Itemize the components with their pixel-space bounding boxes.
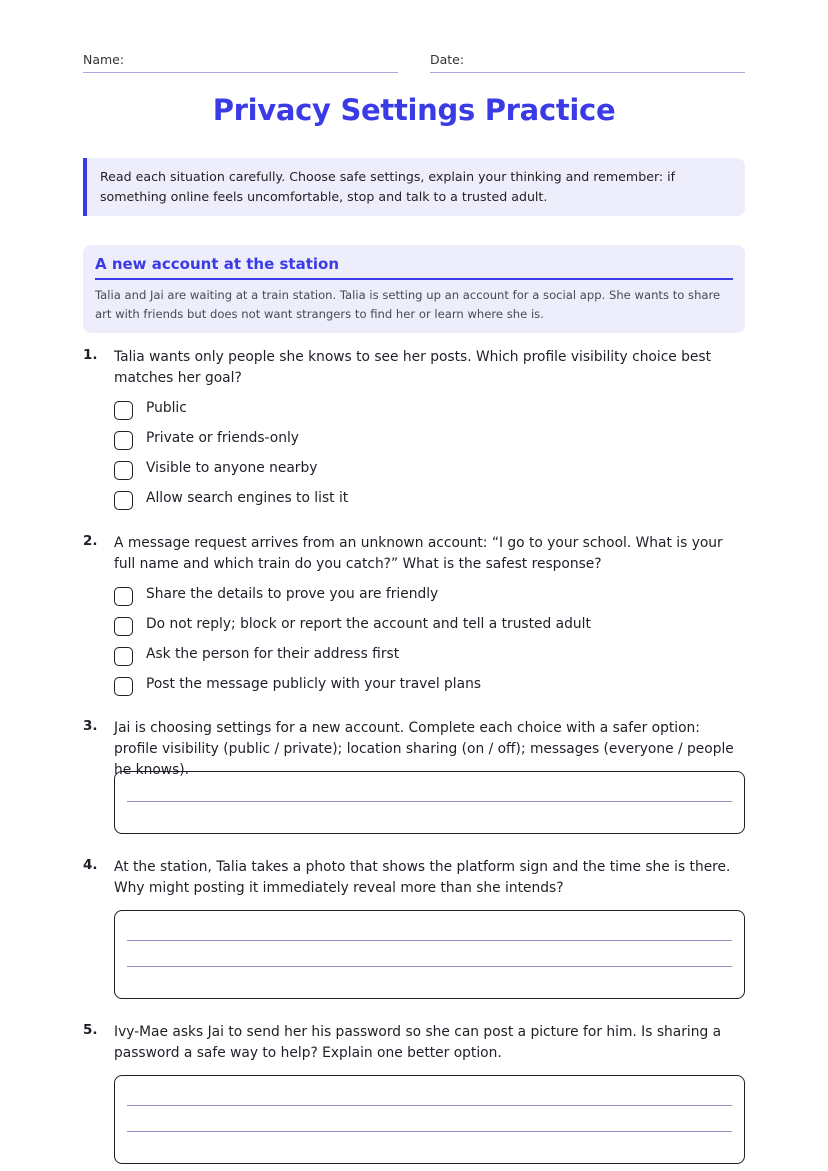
option-item[interactable] xyxy=(114,488,745,518)
checkbox[interactable] xyxy=(114,491,133,510)
checkbox[interactable] xyxy=(114,461,133,480)
student-info-row xyxy=(83,52,745,74)
option-label: Ask the person for their address first xyxy=(146,646,400,662)
option-label: Private or friends-only xyxy=(146,430,299,446)
instructions-box: Read each situation carefully. Choose safe settings, explain your thinking and remember: if something online feels uncomfortable, stop and talk to a trusted adult. xyxy=(83,158,745,216)
answer-options xyxy=(114,398,745,518)
writing-line xyxy=(127,966,732,967)
option-label: Share the details to prove you are friendly xyxy=(146,586,439,602)
option-label: Post the message publicly with your travel plans xyxy=(146,676,482,692)
question-5 xyxy=(83,1022,745,1064)
writing-line xyxy=(127,1105,732,1106)
writing-line xyxy=(127,940,732,941)
question-text: Ivy-Mae asks Jai to send her his password so she can post a picture for him. Is sharing a password a safe way to help? Explain one better option. xyxy=(114,1024,722,1061)
option-item[interactable] xyxy=(114,674,745,704)
option-item[interactable] xyxy=(114,428,745,458)
option-item[interactable] xyxy=(114,458,745,488)
question-number: 3. xyxy=(83,718,98,734)
writing-line xyxy=(127,1131,732,1132)
scenario-text: Talia and Jai are waiting at a train station. Talia is setting up an account for a social app. She wants to share art with friends but does not want strangers to find her or learn where she is. xyxy=(95,288,721,321)
question-text: At the station, Talia takes a photo that shows the platform sign and the time she is there. Why might posting it immediately reveal more than she intends? xyxy=(114,859,731,896)
question-number: 1. xyxy=(83,347,98,363)
answer-box-3[interactable] xyxy=(114,771,745,834)
writing-line xyxy=(127,801,732,802)
checkbox[interactable] xyxy=(114,401,133,420)
option-label: Public xyxy=(146,400,187,416)
question-text: Jai is choosing settings for a new account. Complete each choice with a safer option: profile visibility (public / private); location sharing (on / off); messages (everyone / people he knows). xyxy=(114,720,734,778)
option-item[interactable] xyxy=(114,584,745,614)
question-1 xyxy=(83,347,745,518)
name-field[interactable] xyxy=(83,52,398,73)
question-text: A message request arrives from an unknown account: “I go to your school. What is your full name and which train do you catch?” What is the safest response? xyxy=(114,535,723,572)
name-label: Name: xyxy=(83,52,125,67)
option-item[interactable] xyxy=(114,398,745,428)
checkbox[interactable] xyxy=(114,677,133,696)
question-number: 2. xyxy=(83,533,98,549)
scenario-title: A new account at the station xyxy=(95,255,733,280)
question-number: 5. xyxy=(83,1022,98,1038)
answer-options xyxy=(114,584,745,704)
question-text: Talia wants only people she knows to see her posts. Which profile visibility choice best matches her goal? xyxy=(114,349,712,386)
option-item[interactable] xyxy=(114,644,745,674)
option-label: Allow search engines to list it xyxy=(146,490,349,506)
checkbox[interactable] xyxy=(114,647,133,666)
checkbox[interactable] xyxy=(114,587,133,606)
option-label: Do not reply; block or report the account and tell a trusted adult xyxy=(146,616,591,632)
answer-box-5[interactable] xyxy=(114,1075,745,1164)
checkbox[interactable] xyxy=(114,617,133,636)
page-title: Privacy Settings Practice xyxy=(212,93,616,127)
date-field[interactable] xyxy=(430,52,745,73)
checkbox[interactable] xyxy=(114,431,133,450)
date-label: Date: xyxy=(430,52,465,67)
question-4 xyxy=(83,857,745,899)
question-number: 4. xyxy=(83,857,98,873)
option-label: Visible to anyone nearby xyxy=(146,460,318,476)
question-2 xyxy=(83,533,745,704)
scenario-box xyxy=(83,245,745,333)
option-item[interactable] xyxy=(114,614,745,644)
answer-box-4[interactable] xyxy=(114,910,745,999)
